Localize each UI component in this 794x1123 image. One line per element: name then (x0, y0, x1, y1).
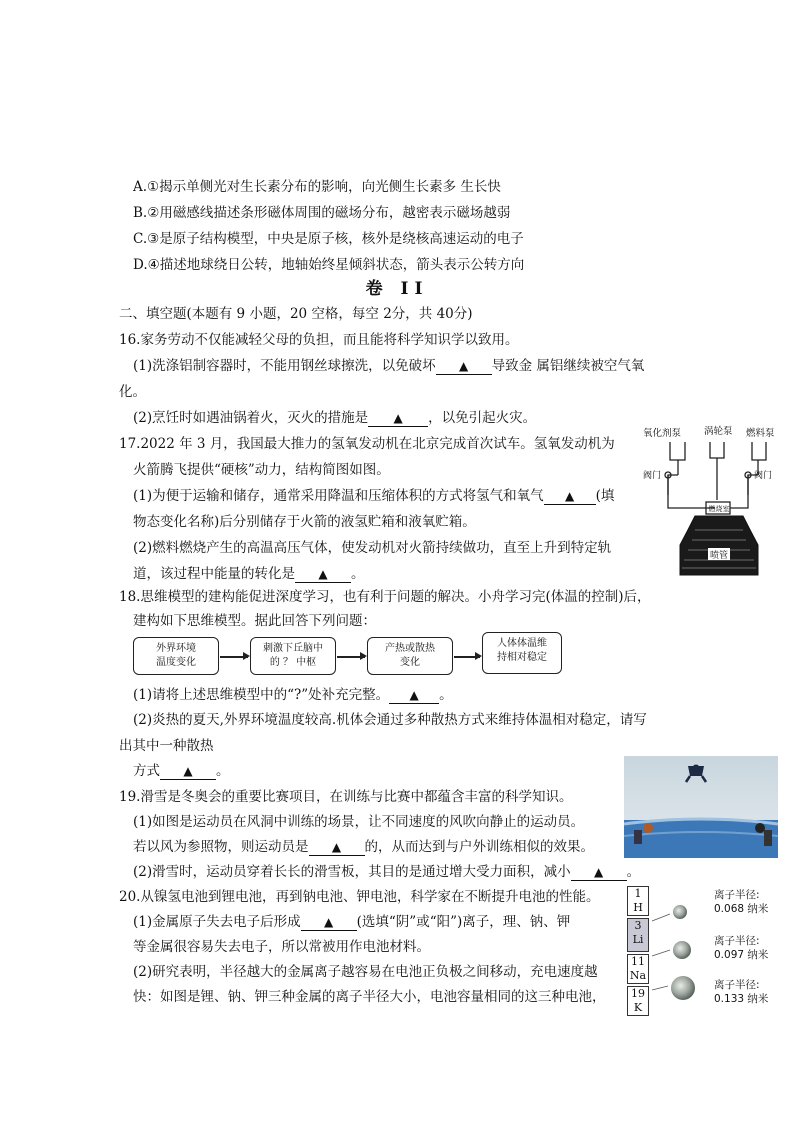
k-ion-sphere (671, 976, 695, 1000)
fuel-pump-label: 燃料泵 (746, 428, 775, 439)
q18-part2-answer: 方式 ▲ 。 (133, 763, 230, 779)
model-box-environment: 外界环境 温度变化 (133, 637, 219, 675)
ion-radius-na: 离子半径: 0.097 纳米 (714, 935, 769, 961)
option-d: D.④描述地球绕日公转，地轴始终星倾斜状态，箭头表示公转方向 (133, 257, 525, 273)
element-cell-h: 1 H (627, 886, 649, 916)
q16-stem: 16.家务劳动不仅能减轻父母的负担，而且能将科学知识学以致用。 (119, 332, 519, 348)
element-cell-li: 3 Li (627, 918, 649, 952)
option-a: A.①揭示单侧光对生长素分布的影响，向光侧生长素多 生长快 (133, 179, 501, 195)
answer-blank[interactable]: ▲ (393, 411, 403, 425)
ion-radius-li: 离子半径: 0.068 纳米 (714, 889, 769, 915)
element-cell-k: 19 K (627, 986, 649, 1016)
model-arrow (220, 656, 248, 658)
q17-part2-cont: 道，该过程中能量的转化是 ▲ 。 (133, 566, 365, 582)
model-box-hypothalamus: 刺激下丘脑中 的 ？ 中枢 (250, 637, 336, 675)
q17-part1-cont: 物态变化名称)后分别储存于火箭的液氢贮箱和液氧贮箱。 (133, 514, 476, 530)
model-arrow (454, 656, 480, 658)
model-box-stable: 人体体温维 持相对稳定 (482, 632, 562, 674)
valve-left-label: 阀门 (643, 471, 662, 481)
model-arrow (337, 656, 365, 658)
q16-part2: (2)烹饪时如遇油锅着火，灭火的措施是 ▲ ，以免引起火灾。 (133, 410, 537, 426)
q18-part1: (1)请将上述思维模型中的“?”处补充完整。 ▲ 。 (133, 687, 453, 703)
q16-part1-cont: 化。 (119, 384, 146, 400)
q18-part2-cont: 出其中一种散热 (119, 738, 214, 754)
q20-part2-cont: 快：如图是锂、钠、钾三种金属的离子半径大小，电池容量相同的这三种电池， (133, 989, 606, 1005)
q18-stem-cont: 建构如下思维模型。据此回答下列问题： (133, 613, 376, 629)
q20-part1-cont: 等金属很容易失去电子，所以常被用作电池材料。 (133, 939, 430, 955)
q17-stem: 17.2022 年 3 月，我国最大推力的氢氧发动机在北京完成首次试车。氢氧发动机为 (119, 436, 615, 452)
option-c: C.③是原子结构模型，中央是原子核，核外是绕核高速运动的电子 (133, 231, 524, 247)
answer-blank[interactable]: ▲ (594, 865, 604, 879)
model-box-heat: 产热或散热 变化 (367, 637, 453, 675)
section-heading: 二、填空题(本题有 9 小题，20 空格，每空 2分，共 40分) (119, 306, 473, 322)
q20-part1: (1)金属原子失去电子后形成 ▲ (选填“阴”或“阳”)离子，理、钠、钾 (133, 914, 571, 930)
q19-part1-cont: 若以风为参照物，则运动员是 ▲ 的，从而达到与户外训练相似的效果。 (133, 839, 594, 855)
turbo-pump-label: 涡轮泵 (704, 426, 733, 437)
q17-part2: (2)燃料燃烧产生的高温高压气体，使发动机对火箭持续做功，直至上升到特定轨 (133, 540, 612, 556)
q19-part1: (1)如图是运动员在风洞中训练的场景，让不同速度的风吹向静止的运动员。 (133, 814, 585, 830)
valve-right-label: 阀门 (754, 471, 773, 481)
q17-stem-cont: 火箭腾飞提供“硬核”动力，结构简图如图。 (133, 462, 390, 478)
answer-blank[interactable]: ▲ (331, 840, 342, 854)
section-title: 卷 II (365, 279, 429, 299)
element-cell-na: 11 Na (627, 954, 649, 984)
q18-part2: (2)炎热的夏天,外界环境温度较高.机体会通过多种散热方式来维持体温相对稳定，请写 (133, 712, 647, 728)
answer-blank[interactable]: ▲ (183, 764, 193, 778)
oxidizer-pump-label: 氧化剂泵 (643, 428, 682, 439)
answer-blank[interactable]: ▲ (565, 489, 575, 503)
chamber-label: 燃烧室 (708, 505, 730, 513)
q20-part2: (2)研究表明，半径越大的金属离子越容易在电池正负极之间移动，充电速度越 (133, 964, 598, 980)
q18-stem: 18.思维模型的建构能促进深度学习，也有利于问题的解决。小舟学习完(体温的控制)后， (119, 589, 651, 605)
nozzle-label: 喷管 (709, 551, 729, 561)
ion-radius-k: 离子半径: 0.133 纳米 (714, 979, 769, 1005)
ion-spheres (650, 886, 710, 1016)
wind-tunnel-photo (624, 756, 778, 858)
option-b: B.②用磁感线描述条形磁体周围的磁场分布，越密表示磁场越弱 (133, 205, 511, 221)
q19-part2: (2)滑雪时，运动员穿着长长的滑雪板，其目的是通过增大受力面积，减小 ▲ 。 (133, 864, 641, 880)
q16-part1: (1)洗涤铝制容器时，不能用钢丝球擦洗，以免破坏 ▲ 导致金 属铝继续被空气氧 (133, 358, 645, 374)
li-ion-sphere (673, 905, 687, 919)
na-ion-sphere (673, 941, 691, 959)
q20-stem: 20.从镍氢电池到锂电池，再到钠电池、钾电池，科学家在不断提升电池的性能。 (119, 889, 600, 905)
q19-stem: 19.滑雪是冬奥会的重要比赛项目，在训练与比赛中都蕴含丰富的科学知识。 (119, 789, 573, 805)
engine-diagram (640, 420, 790, 580)
answer-blank[interactable]: ▲ (459, 359, 469, 373)
answer-blank[interactable]: ▲ (324, 915, 334, 929)
answer-blank[interactable]: ▲ (318, 567, 328, 581)
answer-blank[interactable]: ▲ (409, 688, 419, 702)
q17-part1: (1)为便于运输和储存，通常采用降温和压缩体积的方式将氢气和氧气 ▲ (填 (133, 488, 615, 504)
